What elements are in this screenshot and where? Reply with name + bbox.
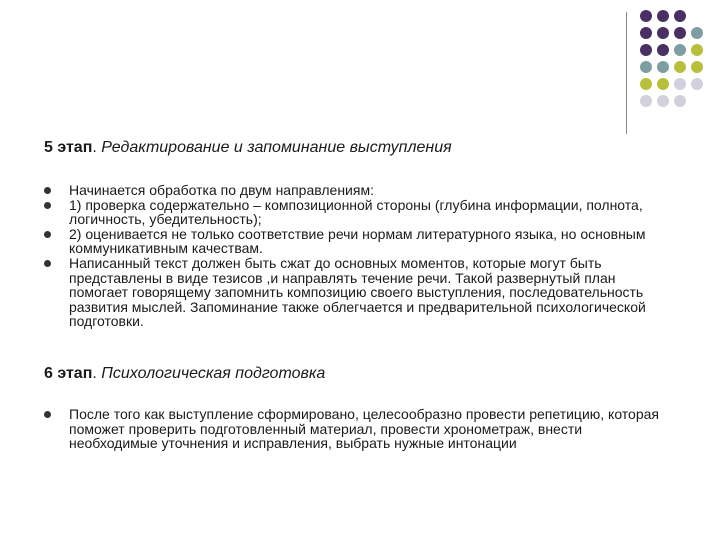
bullet-text: Написанный текст должен быть сжат до основных моментов, которые могут быть представлены в виде тезисов ,и направлять течение речи. Такой развернутый план помогает говорящему запомнить композицию своего выступления, последовательность развития мыслей. Запоминание также облегчается и предварительной психологической подготовки. [69, 254, 646, 330]
bullet-item [44, 183, 664, 198]
decorative-dot [691, 78, 703, 90]
bullet-icon [44, 411, 51, 418]
section-5-number: 5 этап [44, 139, 93, 156]
section-6-separator: . [92, 365, 102, 382]
bullet-item [44, 198, 664, 227]
decorative-dot [657, 44, 669, 56]
decorative-dot [640, 78, 652, 90]
decorative-dot [640, 27, 652, 39]
decorative-dot [657, 27, 669, 39]
decorative-dot [674, 44, 686, 56]
decorative-dot [640, 95, 652, 107]
section-5-heading [44, 139, 452, 157]
section-6-bullet-list [44, 407, 664, 451]
section-6-title: Психологическая подготовка [101, 365, 326, 382]
decorative-dot [657, 95, 669, 107]
decorative-dot [691, 61, 703, 73]
section-5-separator: . [92, 139, 102, 156]
decorative-dot [640, 61, 652, 73]
section-5-bullet-list [44, 183, 664, 329]
bullet-item [44, 227, 664, 256]
decorative-dot [674, 27, 686, 39]
decorative-dot [640, 44, 652, 56]
bullet-icon [44, 187, 51, 194]
section-6-number: 6 этап [44, 365, 93, 382]
decorative-dot [640, 10, 652, 22]
bullet-icon [44, 260, 51, 267]
decorative-dot-grid [640, 10, 720, 120]
bullet-text: 2) оценивается не только соответствие речи нормам литературного языка, но основным коммуникативным качествам. [69, 225, 646, 257]
decorative-dot [657, 61, 669, 73]
bullet-text: 1) проверка содержательно – композиционной стороны (глубина информации, полнота, логичность, убедительность); [69, 196, 643, 228]
section-5-title: Редактирование и запоминание выступления [101, 139, 452, 156]
decorative-dot [657, 78, 669, 90]
decorative-dot [657, 10, 669, 22]
bullet-icon [44, 202, 51, 209]
bullet-item [44, 407, 664, 451]
decorative-dot [691, 27, 703, 39]
decorative-dot [674, 95, 686, 107]
decorative-dot [691, 44, 703, 56]
decorative-dot [674, 10, 686, 22]
bullet-item [44, 256, 664, 329]
bullet-text: Начинается обработка по двум направлениям: [69, 182, 374, 198]
decorative-dot [674, 61, 686, 73]
section-6-heading [44, 365, 325, 383]
bullet-text: После того как выступление сформировано, целесообразно провести репетицию, которая поможет проверить подготовленный материал, провести хронометраж, внести необходимые уточнения и исправления, выбрать нужные интонации [69, 406, 659, 452]
decorative-dot [674, 78, 686, 90]
bullet-icon [44, 231, 51, 238]
decorative-divider-line [626, 12, 627, 134]
